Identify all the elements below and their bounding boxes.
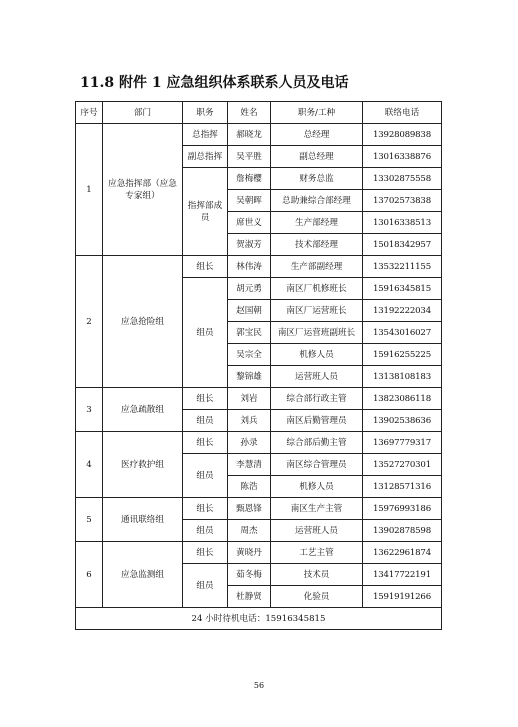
name-cell: 吴宗全 bbox=[228, 344, 271, 366]
name-cell: 茹冬梅 bbox=[228, 564, 271, 586]
title-cell: 技术部经理 bbox=[271, 234, 363, 256]
role-cell: 组员 bbox=[183, 278, 228, 388]
table-footer-row bbox=[76, 608, 442, 630]
name-cell: 席世义 bbox=[228, 212, 271, 234]
group-number: 6 bbox=[76, 542, 103, 608]
role-cell: 副总指挥 bbox=[183, 146, 228, 168]
title-cell: 南区厂运营班长 bbox=[271, 300, 363, 322]
name-cell: 李慧清 bbox=[228, 454, 271, 476]
title-cell: 副总经理 bbox=[271, 146, 363, 168]
role-cell: 组长 bbox=[183, 256, 228, 278]
name-cell: 吴平胜 bbox=[228, 146, 271, 168]
name-cell: 黎锦雄 bbox=[228, 366, 271, 388]
phone-cell: 15916255225 bbox=[363, 344, 442, 366]
phone-cell: 13527270301 bbox=[363, 454, 442, 476]
role-cell: 组员 bbox=[183, 410, 228, 432]
name-cell: 刘兵 bbox=[228, 410, 271, 432]
phone-cell: 13302875558 bbox=[363, 168, 442, 190]
phone-cell: 13417722191 bbox=[363, 564, 442, 586]
table-row bbox=[76, 256, 442, 278]
table-row bbox=[76, 124, 442, 146]
name-cell: 郝晓龙 bbox=[228, 124, 271, 146]
name-cell: 杜静贤 bbox=[228, 586, 271, 608]
table-row bbox=[76, 542, 442, 564]
role-cell: 总指挥 bbox=[183, 124, 228, 146]
phone-cell: 13697779317 bbox=[363, 432, 442, 454]
phone-cell: 13532211155 bbox=[363, 256, 442, 278]
title-cell: 工艺主管 bbox=[271, 542, 363, 564]
title-cell: 生产部副经理 bbox=[271, 256, 363, 278]
name-cell: 刘岩 bbox=[228, 388, 271, 410]
title-cell: 机修人员 bbox=[271, 476, 363, 498]
column-header-no: 序号 bbox=[76, 102, 103, 124]
phone-cell: 13016338876 bbox=[363, 146, 442, 168]
phone-cell: 13702573838 bbox=[363, 190, 442, 212]
column-header-name: 姓名 bbox=[228, 102, 271, 124]
name-cell: 孙录 bbox=[228, 432, 271, 454]
title-cell: 南区生产主管 bbox=[271, 498, 363, 520]
group-department: 应急疏散组 bbox=[103, 388, 183, 432]
table-row bbox=[76, 388, 442, 410]
phone-cell: 13128571316 bbox=[363, 476, 442, 498]
group-department: 医疗救护组 bbox=[103, 432, 183, 498]
role-cell: 组长 bbox=[183, 432, 228, 454]
column-header-phone: 联络电话 bbox=[363, 102, 442, 124]
phone-cell: 15018342957 bbox=[363, 234, 442, 256]
role-cell: 指挥部成员 bbox=[183, 168, 228, 256]
name-cell: 吴朝晖 bbox=[228, 190, 271, 212]
title-cell: 总助兼综合部经理 bbox=[271, 190, 363, 212]
phone-cell: 13928089838 bbox=[363, 124, 442, 146]
table-header-row bbox=[76, 102, 442, 124]
role-cell: 组长 bbox=[183, 542, 228, 564]
role-cell: 组员 bbox=[183, 520, 228, 542]
name-cell: 郭宝民 bbox=[228, 322, 271, 344]
page-number: 56 bbox=[253, 681, 265, 690]
phone-cell: 13016338513 bbox=[363, 212, 442, 234]
phone-cell: 15919191266 bbox=[363, 586, 442, 608]
phone-cell: 13622961874 bbox=[363, 542, 442, 564]
title-cell: 生产部经理 bbox=[271, 212, 363, 234]
title-cell: 综合部后勤主管 bbox=[271, 432, 363, 454]
title-cell: 技术员 bbox=[271, 564, 363, 586]
group-department: 应急监测组 bbox=[103, 542, 183, 608]
title-cell: 综合部行政主管 bbox=[271, 388, 363, 410]
phone-cell: 15976993186 bbox=[363, 498, 442, 520]
title-cell: 机修人员 bbox=[271, 344, 363, 366]
phone-cell: 13902538636 bbox=[363, 410, 442, 432]
hotline-note: 24 小时待机电话：15916345815 bbox=[76, 608, 442, 630]
group-department: 通讯联络组 bbox=[103, 498, 183, 542]
title-cell: 南区后勤管理员 bbox=[271, 410, 363, 432]
name-cell: 甄恩锋 bbox=[228, 498, 271, 520]
name-cell: 林伟涛 bbox=[228, 256, 271, 278]
column-header-title: 职务/工种 bbox=[271, 102, 363, 124]
name-cell: 贺淑芳 bbox=[228, 234, 271, 256]
phone-cell: 13192222034 bbox=[363, 300, 442, 322]
title-cell: 化验员 bbox=[271, 586, 363, 608]
phone-cell: 15916345815 bbox=[363, 278, 442, 300]
role-cell: 组员 bbox=[183, 454, 228, 498]
title-cell: 运营班人员 bbox=[271, 366, 363, 388]
role-cell: 组长 bbox=[183, 498, 228, 520]
group-number: 1 bbox=[76, 124, 103, 256]
group-number: 3 bbox=[76, 388, 103, 432]
group-number: 5 bbox=[76, 498, 103, 542]
title-cell: 南区综合管理员 bbox=[271, 454, 363, 476]
phone-cell: 13823086118 bbox=[363, 388, 442, 410]
role-cell: 组员 bbox=[183, 564, 228, 608]
role-cell: 组长 bbox=[183, 388, 228, 410]
name-cell: 胡元勇 bbox=[228, 278, 271, 300]
title-cell: 总经理 bbox=[271, 124, 363, 146]
name-cell: 黄晓丹 bbox=[228, 542, 271, 564]
name-cell: 詹梅樱 bbox=[228, 168, 271, 190]
table-row bbox=[76, 498, 442, 520]
name-cell: 赵国朝 bbox=[228, 300, 271, 322]
section-heading: 11.8 附件 1 应急组织体系联系人员及电话 bbox=[80, 75, 349, 91]
name-cell: 陈浩 bbox=[228, 476, 271, 498]
phone-cell: 13138108183 bbox=[363, 366, 442, 388]
phone-cell: 13543016027 bbox=[363, 322, 442, 344]
table-row bbox=[76, 432, 442, 454]
title-cell: 南区厂机修班长 bbox=[271, 278, 363, 300]
group-department: 应急指挥部（应急专家组） bbox=[103, 124, 183, 256]
column-header-role: 职务 bbox=[183, 102, 228, 124]
title-cell: 南区厂运营班副班长 bbox=[271, 322, 363, 344]
title-cell: 财务总监 bbox=[271, 168, 363, 190]
column-header-dept: 部门 bbox=[103, 102, 183, 124]
group-number: 4 bbox=[76, 432, 103, 498]
group-department: 应急抢险组 bbox=[103, 256, 183, 388]
title-cell: 运营班人员 bbox=[271, 520, 363, 542]
contact-table bbox=[75, 101, 442, 630]
name-cell: 周杰 bbox=[228, 520, 271, 542]
group-number: 2 bbox=[76, 256, 103, 388]
phone-cell: 13902878598 bbox=[363, 520, 442, 542]
